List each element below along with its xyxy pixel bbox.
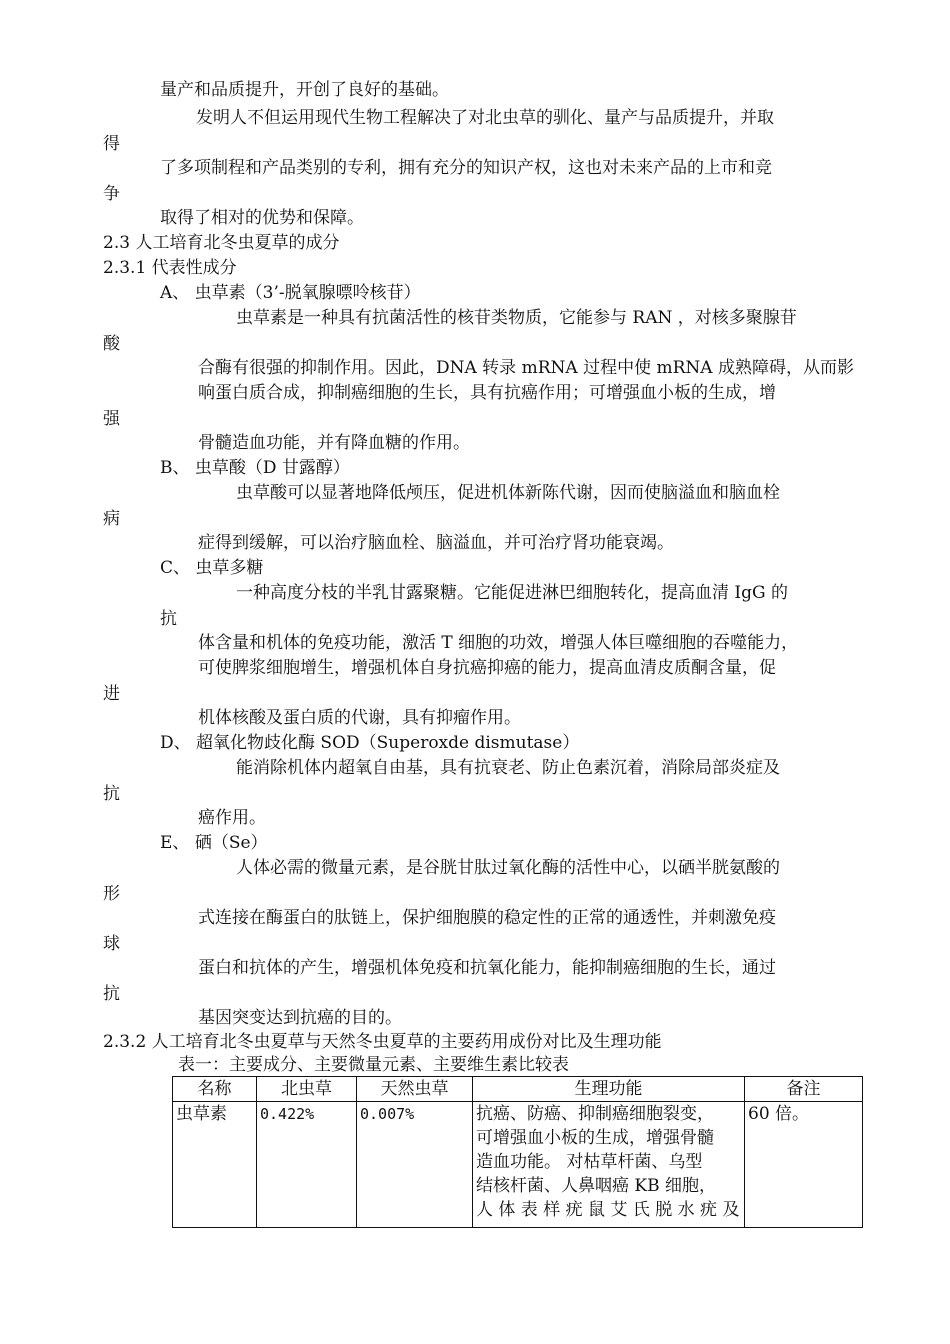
table-cell: 0.007% xyxy=(357,1102,473,1228)
paragraph-line: 了多项制程和产品类别的专利，拥有充分的知识产权，这也对未来产品的上市和竞 xyxy=(160,158,772,178)
paragraph-line: 取得了相对的优势和保障。 xyxy=(160,208,364,228)
column-header: 北虫草 xyxy=(257,1077,357,1102)
table-row xyxy=(173,1102,863,1228)
table-caption: 表一：主要成分、主要微量元素、主要维生素比较表 xyxy=(178,1055,569,1075)
table-cell: 0.422% xyxy=(257,1102,357,1228)
paragraph-line: 虫草素是一种具有抗菌活性的核苷类物质，它能参与 RAN ，对核多聚腺苷 xyxy=(236,308,797,328)
paragraph-line: 球 xyxy=(103,934,120,954)
section-heading: 2.3 人工培育北冬虫夏草的成分 xyxy=(103,233,340,253)
paragraph-line: 一种高度分枝的半乳甘露聚糖。它能促进淋巴细胞转化，提高血清 IgG 的 xyxy=(236,583,788,603)
paragraph-line: 发明人不但运用现代生物工程解决了对北虫草的驯化、量产与品质提升，并取 xyxy=(196,108,774,128)
comparison-table xyxy=(172,1076,863,1228)
cell-line: 造血功能。 对枯草杆菌、乌型 xyxy=(476,1152,703,1172)
paragraph-line: 响蛋白质合成，抑制癌细胞的生长，具有抗癌作用；可增强血小板的生成，增 xyxy=(198,383,776,403)
column-header: 备注 xyxy=(745,1077,863,1102)
paragraph-line: 癌作用。 xyxy=(198,808,266,828)
column-header: 天然虫草 xyxy=(357,1077,473,1102)
item-heading: D、 超氧化物歧化酶 SOD（Superoxde dismutase） xyxy=(160,733,580,753)
paragraph-line: 强 xyxy=(103,409,120,429)
paragraph-line: 酸 xyxy=(103,334,120,354)
paragraph-line: 体含量和机体的免疫功能，激活 T 细胞的功效，增强人体巨噬细胞的吞噬能力， xyxy=(198,633,799,653)
paragraph-line: 虫草酸可以显著地降低颅压，促进机体新陈代谢，因而使脑溢血和脑血栓 xyxy=(236,483,780,503)
paragraph-line: 形 xyxy=(103,884,120,904)
item-heading: C、 虫草多糖 xyxy=(160,558,264,578)
paragraph-line: 骨髓造血功能，并有降血糖的作用。 xyxy=(198,433,470,453)
table-header-row xyxy=(173,1077,863,1102)
paragraph-line: 合酶有很强的抑制作用。因此，DNA 转录 mRNA 过程中使 mRNA 成熟障碍，从而影 xyxy=(198,358,854,378)
paragraph-line: 量产和品质提升，开创了良好的基础。 xyxy=(160,80,449,100)
table-cell xyxy=(473,1102,745,1228)
paragraph-line: 病 xyxy=(103,509,120,529)
paragraph-line: 人体必需的微量元素，是谷胱甘肽过氧化酶的活性中心，以硒半胱氨酸的 xyxy=(236,858,780,878)
cell-line: 人 体 表 样 疣 鼠 艾 氏 脱 水 疣 及 xyxy=(476,1200,740,1220)
column-header: 名称 xyxy=(173,1077,257,1102)
cell-line: 抗癌、防癌、抑制癌细胞裂变， xyxy=(476,1104,714,1124)
paragraph-line: 可使脾浆细胞增生，增强机体自身抗癌抑癌的能力，提高血清皮质酮含量，促 xyxy=(198,658,776,678)
paragraph-line: 得 xyxy=(103,134,120,154)
paragraph-line: 基因突变达到抗癌的目的。 xyxy=(198,1008,402,1028)
paragraph-line: 进 xyxy=(103,684,120,704)
item-heading: A、 虫草素（3’-脱氧腺嘌呤核苷） xyxy=(160,283,421,303)
paragraph-line: 式连接在酶蛋白的肽链上，保护细胞膜的稳定性的正常的通透性，并刺激免疫 xyxy=(198,908,776,928)
subsection-heading: 2.3.2 人工培育北冬虫夏草与天然冬虫夏草的主要药用成份对比及生理功能 xyxy=(103,1032,662,1052)
table-cell: 虫草素 xyxy=(173,1102,257,1228)
subsection-heading: 2.3.1 代表性成分 xyxy=(103,258,237,278)
table-cell: 60 倍。 xyxy=(745,1102,863,1228)
paragraph-line: 抗 xyxy=(103,784,120,804)
paragraph-line: 争 xyxy=(103,184,120,204)
column-header: 生理功能 xyxy=(473,1077,745,1102)
paragraph-line: 蛋白和抗体的产生，增强机体免疫和抗氧化能力，能抑制癌细胞的生长，通过 xyxy=(198,958,776,978)
paragraph-line: 能消除机体内超氧自由基，具有抗衰老、防止色素沉着，消除局部炎症及 xyxy=(236,758,780,778)
item-heading: B、 虫草酸（D 甘露醇） xyxy=(160,458,350,478)
cell-line: 可增强血小板的生成，增强骨髓 xyxy=(476,1128,714,1148)
paragraph-line: 机体核酸及蛋白质的代谢，具有抑瘤作用。 xyxy=(198,708,521,728)
paragraph-line: 症得到缓解，可以治疗脑血栓、脑溢血，并可治疗肾功能衰竭。 xyxy=(198,533,674,553)
paragraph-line: 抗 xyxy=(160,609,177,629)
paragraph-line: 抗 xyxy=(103,984,120,1004)
item-heading: E、 硒（Se） xyxy=(160,833,268,853)
cell-line: 结核杆菌、人鼻咽癌 KB 细胞， xyxy=(476,1176,716,1196)
